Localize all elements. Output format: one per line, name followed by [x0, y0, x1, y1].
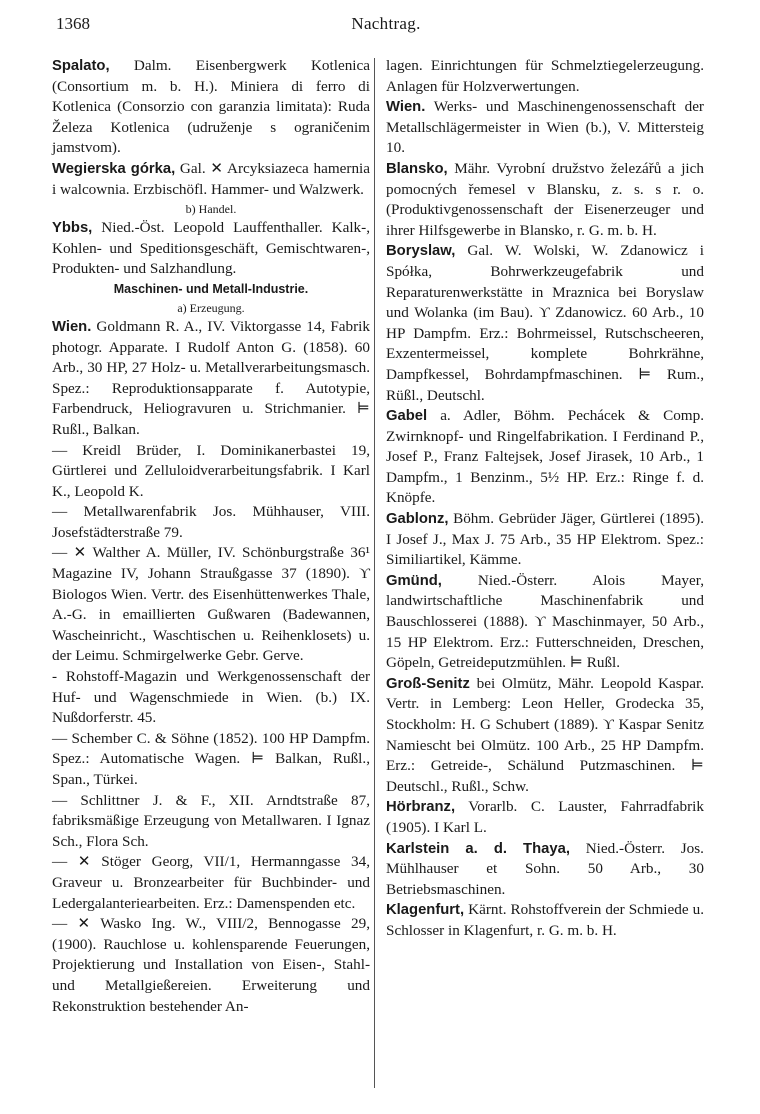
entry-text: — ✕ Stöger Georg, VII/1, Hermanngasse 34, Graveur u. Bronzearbeiter für Buchbinder- und Ledergalanteriearbeiten. Erz.: Damenspenden etc. [52, 853, 370, 912]
directory-entry [52, 218, 370, 280]
section-heading: b) Handel. [185, 202, 237, 217]
section-heading: Maschinen- und Metall-Industrie. [113, 281, 309, 296]
entry-text: Mähr. Vyrobní družstvo železářů a jich pomocných řemesel v Blansku, z. s. s r. o. (Produktivgenossenschaft der Eisenerzeuger und ihrer Hilfsgewerbe in Blansko, r. G. m. b. H. [386, 159, 704, 239]
directory-entry [386, 509, 704, 571]
directory-entry [52, 502, 370, 543]
directory-entry [52, 667, 370, 729]
directory-entry [52, 159, 370, 200]
directory-entry [386, 159, 704, 241]
entry-place: Wegierska górka, [52, 160, 176, 177]
entry-text: Werks- und Maschinengenossenschaft der Metallschlägermeister in Wien (b.), V. Mittersteig 10. [386, 98, 704, 157]
entry-place: Gablonz, [386, 511, 449, 528]
entry-text: Gal. W. Wolski, W. Zdanowicz i Spółka, Bohrwerkzeugefabrik und Reparaturenwerkstätte in Mraznica bei Boryslaw und Wolanka (im Bau). ϒ Zdanowicz. 60 Arb., 10 HP Dampfm. Erz.: Bohrmeissel, Rutschscheeren, Exzentermeissel, komplete Bohrkrähne, Dampfkessel, Bohrdampfmaschinen. ⊨ Rum., Rüßl., Deutschl. [386, 242, 704, 404]
entry-place: Spalato, [52, 58, 110, 74]
entry-text: - Rohstoff-Magazin und Werkgenossenschaft der Huf- und Wagenschmiede in Wien. (b.) IX. Nußdorferstr. 45. [52, 668, 370, 727]
entry-text: — Schlittner J. & F., XII. Arndtstraße 87, fabriksmäßige Erzeugung von Metallwaren. I Ignaz Sch., Flora Sch. [52, 791, 370, 850]
directory-entry [386, 406, 704, 509]
running-title: Nachtrag. [351, 14, 421, 33]
right-column [386, 56, 704, 942]
directory-entry [386, 97, 704, 159]
entry-place: Gabel [386, 408, 428, 425]
page-header [56, 14, 716, 40]
entry-place: Wien. [52, 318, 92, 335]
directory-entry [52, 56, 370, 159]
entry-text: — Schember C. & Söhne (1852). 100 HP Dampfm. Spez.: Automatische Wagen. ⊨ Balkan, Rußl., Span., Türkei. [52, 729, 370, 788]
entry-place: Ybbs, [52, 220, 93, 237]
entry-text: Nied.-Österr. Alois Mayer, landwirtschaftliche Maschinenfabrik und Bauschlosserei (1888). ϒ Maschinmayer, 50 Arb., 15 HP Elektrom. Erz.: Futterschneiden, Dreschen, Göpeln, Getreideputzmühlen. ⊨ Rußl. [386, 571, 704, 672]
entry-text: Böhm. Gebrüder Jäger, Gürtlerei (1895). I Josef J., Max J. 75 Arb., 35 HP Elektrom. Spez.: Similiartikel, Kämme. [386, 510, 704, 569]
left-column [52, 56, 370, 1017]
entry-place: Blansko, [386, 160, 448, 177]
entry-text: bei Olmütz, Mähr. Leopold Kaspar. Vertr. in Lemberg: Leon Heller, Grodecka 35, Stockholm: H. G Schubert (1889). ϒ Kaspar Senitz Namiescht bei Olmütz. 100 Arb., 25 HP Dampfm. Erz.: Getreide-, Schälund Putzmaschinen. ⊨ Deutschl., Rußl., Schw. [386, 674, 704, 795]
entry-text: lagen. Einrichtungen für Schmelztiegelerzeugung. Anlagen für Holzverwertungen. [386, 57, 704, 95]
directory-entry [386, 56, 704, 97]
entry-place: Hörbranz, [386, 799, 456, 816]
directory-entry [386, 839, 704, 901]
entry-place: Karlstein a. d. Thaya, [386, 840, 570, 857]
directory-entry [52, 317, 370, 441]
directory-entry [386, 900, 704, 941]
entry-place: Wien. [386, 99, 426, 116]
directory-entry [386, 571, 704, 674]
entry-place: Klagenfurt, [386, 902, 465, 919]
directory-entry [52, 543, 370, 667]
directory-entry [52, 441, 370, 503]
directory-entry [386, 241, 704, 406]
entry-place: Boryslaw, [386, 243, 456, 260]
entry-text: Kärnt. Rohstoffverein der Schmiede u. Schlosser in Klagenfurt, r. G. m. b. H. [386, 901, 704, 939]
page-number: 1368 [56, 14, 90, 33]
entry-text: — ✕ Walther A. Müller, IV. Schönburgstraße 36¹ Magazine IV, Johann Straußgasse 37 (1890). ϒ Biologos Wien. Vertr. des Eisenhüttenwerkes Thale, A.-G. in emaillierten Gußwaren (Badewannen, Wascheinricht., Waschtischen u. Reihenklosets) u. der Leimu. Schmirgelwerke Gebr. Gerve. [52, 544, 370, 665]
section-heading: a) Erzeugung. [177, 300, 245, 315]
entry-text: — ✕ Wasko Ing. W., VIII/2, Bennogasse 29, (1900). Rauchlose u. kohlensparende Feuerungen, Projektierung und Installation von Eisen-, Stahl- und Metallgießereien. Erweiterung und Rekonstruktion bestehender An- [52, 915, 370, 1015]
entry-text: Vorarlb. C. Lauster, Fahrradfabrik (1905). I Karl L. [386, 798, 704, 836]
entry-text: — Kreidl Brüder, I. Dominikanerbastei 19, Gürtlerei und Zelluloidverarbeitungsfabrik. I Karl K., Leopold K. [52, 441, 370, 500]
entry-text: Nied.-Österr. Jos. Mühlhauser et Sohn. 50 Arb., 30 Betriebsmaschinen. [386, 839, 704, 898]
entry-text: a. Adler, Böhm. Pechácek & Comp. Zwirnknopf- und Ringelfabrikation. I Ferdinand P., Josef P., Franz Faltejsek, Josef Jirasek, 10 Arb., 1 Dampfm., 1 Benzinm., 5½ HP. Erz.: Ringe f. d. Knöpfe. [386, 407, 704, 507]
entry-text: — Metallwarenfabrik Jos. Mühhauser, VIII. Josefstädterstraße 79. [52, 503, 370, 541]
column-divider [374, 58, 375, 1088]
entry-text: Dalm. Eisenbergwerk Kotlenica (Consortium m. b. H.). Miniera di ferro di Kotlenica (Consorzio con garanzia limitata): Ruda Železa Kotlenica (udruženje s ograničenim jamstvom). [52, 57, 370, 157]
directory-entry [386, 674, 704, 798]
directory-entry [386, 797, 704, 838]
directory-entry [52, 914, 370, 1017]
directory-entry [52, 729, 370, 791]
entry-place: Groß-Senitz [386, 675, 470, 692]
entry-text: Goldmann R. A., IV. Viktorgasse 14, Fabrik photogr. Apparate. I Rudolf Anton G. (1858). 60 Arb., 30 HP, 27 Holz- u. Metallverarbeitungsmasch. Spez.: Reproduktionsapparate f. Autotypie, Farbendruck, Heliogravuren u. Strichmanier. ⊨ Rußl., Balkan. [52, 317, 370, 438]
entry-place: Gmünd, [386, 572, 442, 589]
entry-text: Gal. ✕ Arcyksiazeca hamernia i walcownia. Erzbischöfl. Hammer- und Walzwerk. [52, 159, 370, 198]
directory-entry [52, 852, 370, 914]
entry-text: Nied.-Öst. Leopold Lauffenthaller. Kalk-, Kohlen- und Speditionsgeschäft, Gemischtwaren-, Produkten- und Salzhandlung. [52, 219, 370, 278]
directory-entry [52, 791, 370, 853]
